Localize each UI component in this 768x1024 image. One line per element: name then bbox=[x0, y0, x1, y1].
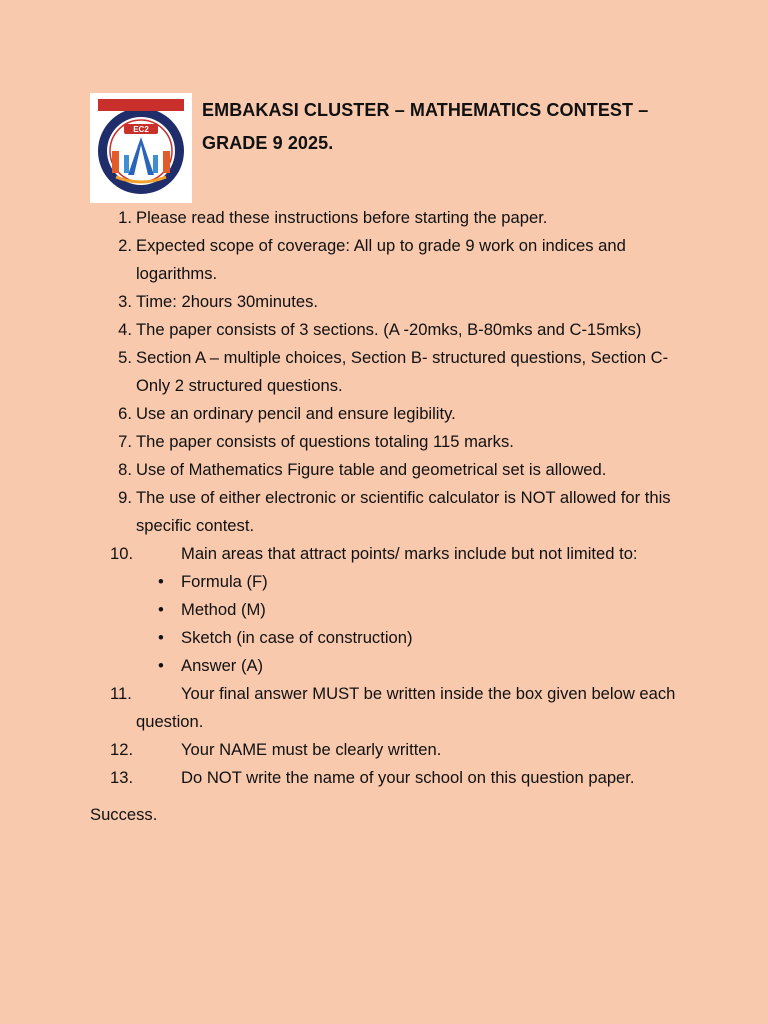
logo-text: EC2 bbox=[133, 125, 149, 134]
item-text: Time: 2hours 30minutes. bbox=[136, 292, 318, 311]
instruction-item-10 bbox=[90, 540, 690, 568]
item-text: Do NOT write the name of your school on this question paper. bbox=[181, 768, 635, 787]
item-text: Your final answer MUST be written inside the box given below each question. bbox=[136, 684, 676, 731]
item-number: 3. bbox=[118, 292, 132, 311]
bullet-text: Method (M) bbox=[181, 600, 266, 619]
bullet-text: Sketch (in case of construction) bbox=[181, 628, 413, 647]
item-number: 10. bbox=[110, 544, 134, 563]
bullet-item-formula bbox=[90, 568, 690, 596]
instruction-item-3 bbox=[90, 288, 690, 316]
instruction-item-1 bbox=[90, 204, 690, 232]
item-text: Use of Mathematics Figure table and geometrical set is allowed. bbox=[136, 460, 607, 479]
bullet-glyph: • bbox=[158, 572, 164, 591]
item-number: 12. bbox=[110, 740, 134, 759]
bullet-text: Answer (A) bbox=[181, 656, 264, 675]
bullet-item-method bbox=[90, 596, 690, 624]
bullet-item-answer bbox=[90, 652, 690, 680]
item-number: 6. bbox=[118, 404, 132, 423]
item-text: Your NAME must be clearly written. bbox=[181, 740, 442, 759]
item-number: 4. bbox=[118, 320, 132, 339]
instruction-item-13 bbox=[90, 764, 690, 792]
bullet-glyph: • bbox=[158, 600, 164, 619]
instruction-item-2 bbox=[90, 232, 690, 288]
item-number: 13. bbox=[110, 768, 134, 787]
title-line-1: EMBAKASI CLUSTER – MATHEMATICS CONTEST – bbox=[202, 100, 649, 120]
item-number: 1. bbox=[118, 208, 132, 227]
item-number: 5. bbox=[118, 348, 132, 367]
closing-text: Success. bbox=[90, 805, 158, 824]
instruction-item-9 bbox=[90, 484, 690, 540]
bullet-glyph: • bbox=[158, 656, 164, 675]
item-text: Please read these instructions before starting the paper. bbox=[136, 208, 548, 227]
instruction-item-7 bbox=[90, 428, 690, 456]
bullet-glyph: • bbox=[158, 628, 164, 647]
page-title bbox=[202, 94, 702, 160]
item-number: 2. bbox=[118, 236, 132, 255]
item-text: Main areas that attract points/ marks include but not limited to: bbox=[181, 544, 638, 563]
item-text: Use an ordinary pencil and ensure legibility. bbox=[136, 404, 456, 423]
instruction-item-6 bbox=[90, 400, 690, 428]
item-text: Section A – multiple choices, Section B- structured questions, Section C- Only 2 structured questions. bbox=[136, 348, 669, 395]
item-number: 8. bbox=[118, 460, 132, 479]
item-text: The paper consists of 3 sections. (A -20mks, B-80mks and C-15mks) bbox=[136, 320, 642, 339]
item-number: 11. bbox=[110, 684, 132, 703]
item-text: The paper consists of questions totaling 115 marks. bbox=[136, 432, 514, 451]
bullet-text: Formula (F) bbox=[181, 572, 268, 591]
instruction-item-4 bbox=[90, 316, 690, 344]
instruction-item-11 bbox=[90, 680, 690, 736]
instruction-item-8 bbox=[90, 456, 690, 484]
item-number: 7. bbox=[118, 432, 132, 451]
item-text: The use of either electronic or scientific calculator is NOT allowed for this specific contest. bbox=[136, 488, 671, 535]
instruction-item-12 bbox=[90, 736, 690, 764]
logo-emblem bbox=[90, 93, 192, 203]
item-text: Expected scope of coverage: All up to grade 9 work on indices and logarithms. bbox=[136, 236, 626, 283]
instructions-list bbox=[90, 204, 690, 792]
bullet-item-sketch bbox=[90, 624, 690, 652]
title-line-2: GRADE 9 2025. bbox=[202, 133, 334, 153]
instruction-item-5 bbox=[90, 344, 690, 400]
school-logo bbox=[90, 93, 192, 203]
item-number: 9. bbox=[118, 488, 132, 507]
